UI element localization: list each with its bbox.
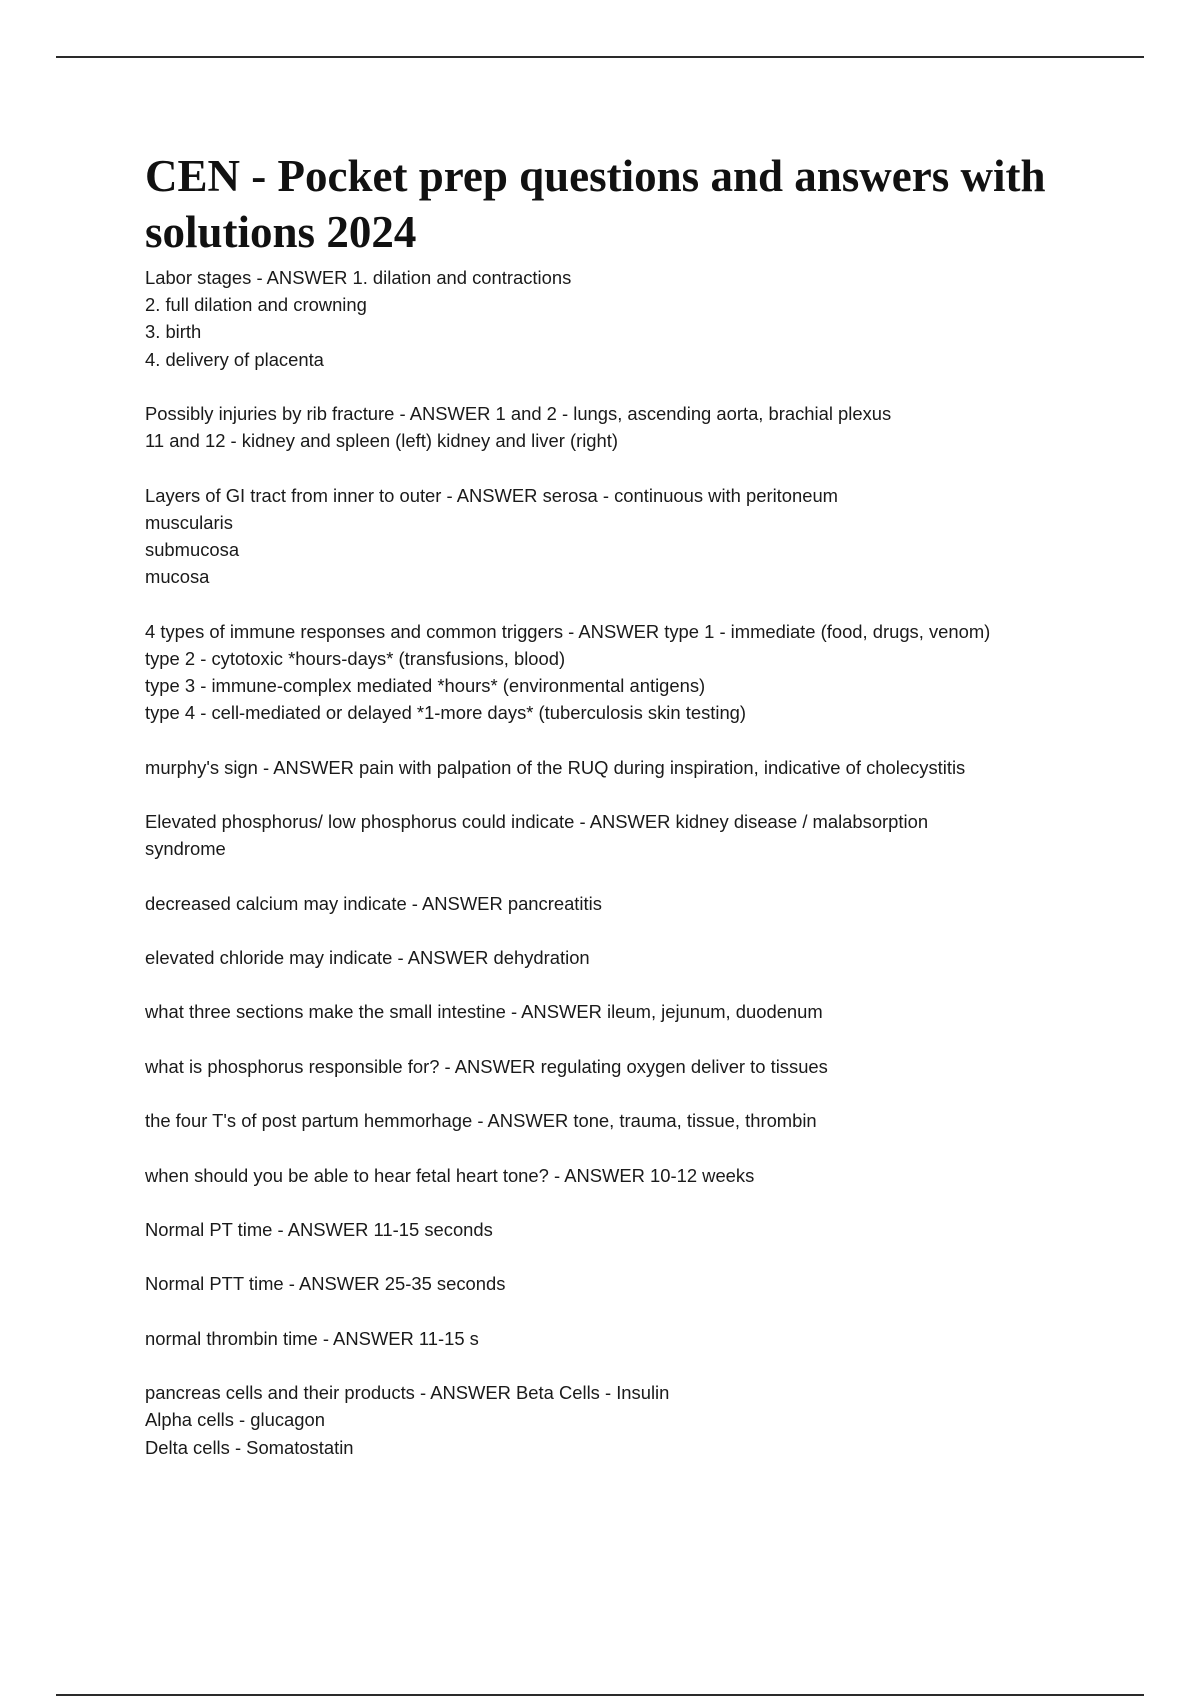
document-title: CEN - Pocket prep questions and answers with solutions 2024	[145, 151, 1046, 257]
qa-entry-phosphorus-levels: Elevated phosphorus/ low phosphorus could indicate - ANSWER kidney disease / malabsorption syndrome	[145, 810, 929, 860]
qa-entry-pancreas-cells: pancreas cells and their products - ANSWER Beta Cells - Insulin Alpha cells - glucagon Delta cells - Somatostatin	[145, 1382, 670, 1458]
qa-list	[145, 264, 1105, 1461]
qa-entry-thrombin-time: normal thrombin time - ANSWER 11-15 s	[145, 1327, 479, 1349]
qa-entry-rib-fracture-injuries: Possibly injuries by rib fracture - ANSWER 1 and 2 - lungs, ascending aorta, brachial plexus 11 and 12 - kidney and spleen (left) kidney and liver (right)	[145, 403, 892, 452]
qa-entry-normal-ptt: Normal PTT time - ANSWER 25-35 seconds	[145, 1273, 506, 1295]
qa-entry-fetal-heart-tone: when should you be able to hear fetal heart tone? - ANSWER 10-12 weeks	[145, 1164, 755, 1186]
qa-entry-decreased-calcium: decreased calcium may indicate - ANSWER pancreatitis	[145, 892, 602, 914]
qa-entry-normal-pt: Normal PT time - ANSWER 11-15 seconds	[145, 1218, 493, 1240]
top-rule	[56, 56, 1144, 58]
qa-entry-elevated-chloride: elevated chloride may indicate - ANSWER dehydration	[145, 946, 590, 968]
qa-entry-immune-responses: 4 types of immune responses and common triggers - ANSWER type 1 - immediate (food, drugs, venom) type 2 - cytotoxic *hours-days* (transfusions, blood) type 3 - immune-complex mediated *hours* (environmental antigens) type 4 - cell-mediated or delayed *1-more days* (tuberculosis skin testing)	[145, 620, 991, 724]
qa-entry-small-intestine: what three sections make the small intestine - ANSWER ileum, jejunum, duodenum	[145, 1001, 823, 1023]
qa-entry-phosphorus-role: what is phosphorus responsible for? - ANSWER regulating oxygen deliver to tissues	[145, 1055, 828, 1077]
qa-entry-postpartum-hemorrhage: the four T's of post partum hemmorhage - ANSWER tone, trauma, tissue, thrombin	[145, 1110, 817, 1132]
qa-entry-labor-stages: Labor stages - ANSWER 1. dilation and contractions 2. full dilation and crowning 3. birth 4. delivery of placenta	[145, 267, 572, 370]
qa-entry-murphys-sign: murphy's sign - ANSWER pain with palpation of the RUQ during inspiration, indicative of cholecystitis	[145, 756, 966, 778]
document-body	[145, 148, 1105, 1488]
bottom-rule	[56, 1694, 1144, 1696]
qa-entry-gi-tract-layers: Layers of GI tract from inner to outer - ANSWER serosa - continuous with peritoneum muscularis submucosa mucosa	[145, 484, 838, 588]
